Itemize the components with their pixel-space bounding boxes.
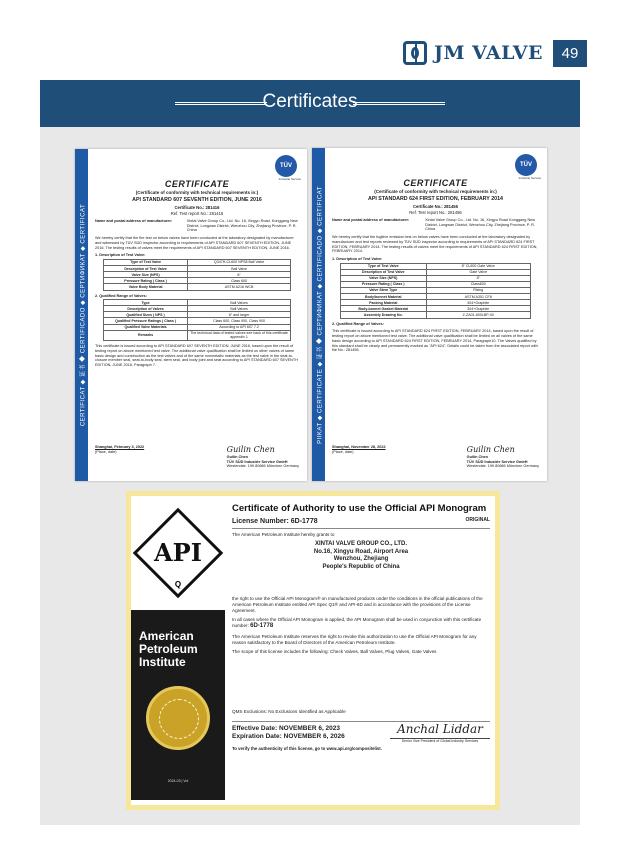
table-value: The technical data of tested valves see back of this certificate appendix 1 [188,330,291,341]
place-label: (Place, date) [332,449,354,454]
address-line-3: People's Republic of China [322,563,400,570]
table-value: Class 600, Class 900, Class 900 [188,318,291,324]
signer-caption: Senior Vice President of Global Industry Services [390,738,490,744]
table-value: 304+Graphite [426,300,531,306]
original-label: ORIGINAL [465,517,490,524]
expiration-date: Expiration Date: NOVEMBER 6, 2026 [232,733,345,741]
address-line-1: No.16, Xingyu Road, Airport Area [313,548,409,555]
cert-sidebar [312,148,325,481]
section-description: 1. Description of Test Valve: [95,253,146,258]
table-key: Type [104,300,188,306]
api-logo-sub: Q [174,580,182,589]
table-row [341,312,531,318]
api-title: Certificate of Authority to use the Official API Monogram [232,503,487,514]
table-value: Ball Valve [188,266,291,272]
table-value: 8" [426,276,531,282]
cert-title: CERTIFICATE [403,178,468,188]
reserve-text: The American Petroleum Institute reserves the right to revoke this authorization to use the Official API Monogram for any reason satisfactory to the Board of Directors of the American Petroleum Institute. [232,634,477,646]
table-value: Gate Valve [426,269,531,275]
api-left-panel [131,496,225,800]
section-banner [40,80,580,127]
cert-sidebar [75,149,88,481]
jm-valve-logo-icon [403,41,427,65]
license-label: License Number: [232,518,289,526]
table-value: Class 600 [188,278,291,284]
table-value: Ball Valves [188,306,291,312]
manufacturer-label: Name and postal address of manufacturer: [95,218,173,223]
api-logo-text: API [154,538,202,567]
cert-number: Certificate No.: 281416 [174,205,220,211]
sidebar-text: PIIKAT ◆ CERTIFICATE ◆ 证书 ◆ СЕРТИФИКАТ ◆ CERTIFICADO ◆ CERTIFICAT [317,185,323,444]
scope-text: The scope of this license includes the following: Check Valves, Ball Valves, Plug Valves, Gate Valves [232,649,437,655]
signature: Guilin Chen [226,444,275,454]
place-label: (Place, date) [95,449,117,454]
signer-name: Guilin Chen [226,454,248,459]
table-value: 8" [188,272,291,278]
cert-standard: API STANDARD 624 FIRST EDITION, FEBRUARY 2014 [368,195,503,202]
table-key: Qualified Valve Materials [104,324,188,330]
issuer-address: Westendstr. 199 80686 München Germany [466,464,539,469]
cert-number: Certificate No.: 281456 [413,204,458,210]
api-main-text [232,503,490,751]
signature: Guilin Chen [466,444,515,454]
gold-seal-icon [146,686,210,750]
tuv-logo-caption: Industrie Service [278,177,301,181]
table-key: Description of Valves [104,306,188,312]
cert-footer [95,445,299,469]
table-value: Z-ZA01-600LBP-00 [426,312,531,318]
brand-name: JM VALVE [434,42,543,64]
api-org-name: American Petroleum Institute [139,629,198,669]
tuv-certificate-api-607 [75,149,307,481]
table-key: Type of Test Valve [341,263,427,269]
manufacturer-row [332,218,539,232]
table-value: Ball Valves [188,300,291,306]
table-key: Body/bonnet Material [341,294,427,300]
rights-text: the right to use the Official API Monogram® on manufactured products under the conditions in the official publications of the American Petroleum Institute entitled API Spec Q1® and API-6D and in accordance with the provisions of the License Agreement. [232,596,483,614]
issuer: TÜV SÜD Industrie Service GmbH [466,459,528,464]
table-key: Remarks [104,330,188,341]
cert-subtitle: (Certificate of conformity with technical requirements in:) [374,189,497,195]
cases-text-body: In all cases where the Official API Monogram is applied, the API Monogram shall be used in conjunction with this certificate number: [232,617,482,629]
cert-statement: We hereby certify that the fugitive emission test on below valves have been conducted at the laboratory designated by manufacturer and test reports reviewed by TÜV SÜD inspector according to requirements of API STANDARD 624 FIRST EDITION, FEBRUARY 2014. The testing results of valves meet the requirements of API STANDARD 624 FIRST EDITION, FEBRUARY 2014. [332,235,538,254]
table-key: Pressure Rating ( Class ) [104,278,188,284]
section-qualified-range: 2. Qualified Range of Valves: [332,321,384,326]
table-key: Pressure Rating ( Class ) [341,282,427,288]
cert-title: CERTIFICATE [164,179,230,189]
cert-footer [332,445,539,469]
table-row [104,330,291,341]
table-value: According to API 607 7.2 [188,324,291,330]
qms-exclusions: QMS Exclusions: No Exclusions Identified as Applicable [232,708,346,714]
section-qualified-range: 2. Qualified Range of Valves: [95,293,147,298]
api-signature: Anchal Liddar [397,721,483,736]
effective-date: Effective Date: NOVEMBER 6, 2023 [232,724,341,732]
test-valve-table [103,259,291,290]
table-key: Assembly Drawing No. [341,312,427,318]
license-number: 6D-1778 [290,518,318,526]
test-valve-table [340,263,531,319]
page-number: 49 [553,40,587,67]
api-monogram-certificate [126,491,500,810]
table-value: ASTM A351 CF8 [426,294,531,300]
verify-text: To verify the authenticity of this license, go to www.api.org/compositelist. [232,745,382,751]
table-value: Class600 [426,282,531,288]
address-line-2: Wenzhou, Zhejiang [333,556,389,563]
tuv-certificate-api-624 [312,148,547,481]
cert-closing: This certificate is issued according to API STANDARD 624 FIRST EDITION, FEBRUARY 2014, based upon the result of testing report on above mentioned test valve. The additional valve qualification shall be limited on all valves of the same basic design according to API STANDARD 624 FIRST EDITION, FEBRUARY 2014, Paragraph10. The Valves qualified by this standard shall be clearly and permanently marked as "API 624". Details could be taken from the associated report with file No.: 281456 [332,329,538,353]
manufacturer-value: Xintai Valve Group Co., Ltd. No. 16, Xingyu Road Konggang New District, Longwan District, Wenzhou City, Zhejiang Province, P. R. China [425,217,536,232]
banner-right-rule [353,102,445,105]
licensee-block [232,541,490,571]
issuer: TÜV SÜD Industrie Service GmbH [226,459,288,464]
table-row [104,284,291,290]
cert-standard: API STANDARD 607 SEVENTH EDITION, JUNE 2016 [132,196,262,203]
cert-ref-number: Ref. Test report No.: 281456 [409,209,462,215]
grants-text: The American Petroleum Institute hereby grants to [232,532,335,538]
license-row [232,517,490,529]
table-key: Valve Size (NPS) [341,276,427,282]
tuv-logo-icon: TÜV [275,155,297,177]
place-date: Shanghai, February 3, 2022 [95,444,145,449]
place-date: Shanghai, November 28, 2022 [332,444,386,449]
api-signature-block [390,722,490,743]
table-key: Valve Size (NPS) [104,272,188,278]
dates-block [232,721,490,742]
table-key: Description of Test Valve [341,269,427,275]
sidebar-text: CERTIFICAT ◆ 证书 ◆ CERTIFICADO ◆ СЕРТИФИКАТ ◆ CERTIFICAT [80,203,86,427]
seal-caption: 2024-03 | Vol [167,779,189,783]
table-key: Packing Material [341,300,427,306]
manufacturer-label: Name and postal address of manufacturer: [332,217,410,222]
table-key: Valve Stem Type [341,288,427,294]
banner-title: Certificates [262,91,358,112]
table-key: Type of Test Valve [104,260,188,266]
table-value: 6" and larger [188,312,291,318]
manufacturer-row [95,219,299,233]
cert-statement: We hereby certify that the fire test on below valves have been conducted at the laboratory designated by manufacturer and witnessed by TÜV SÜD inspector according to requirements of API STANDARD 607 SEVENTH EDITION, JUNE 2016. The testing results of valves meet the requirements of API STANDARD 607 SEVENTH EDITION, JUNE 2016. [95,236,294,250]
cert-ref-number: Ref. Test report No.: 281416 [170,210,224,216]
tuv-logo-caption: Industrie Service [518,176,541,180]
cases-number: 6D-1778 [250,623,274,630]
table-key: Body-bonnet Gasket Material [341,306,427,312]
cases-text [232,617,490,631]
table-value: Rising [426,288,531,294]
section-description: 1. Description of Test Valve: [332,257,383,262]
table-value: 8" CL600 Gate Valve [426,263,531,269]
cert-subtitle: (Certificate of conformity with technical requirements in:) [135,190,259,196]
signer-name: Guilin Chen [466,454,488,459]
table-value: ASTM A216 WCB [188,284,291,290]
brand-header [403,38,543,68]
issuer-address: Westendstr. 199 80686 München Germany [226,464,299,469]
table-value: 304+Graphite [426,306,531,312]
cert-closing: This certificate is issued according to API STANDARD 607 SEVENTH EDITION, JUNE 2016, based upon the result of testing report on above mentioned test valve. The additional valve qualification shall be limited on other valves of same basic design and construction as the test valves and of the same nonmetallic materials as the test valve in the seat-to-closure member seal, seat-to-body seal, stem seal, and body joint and seat according to API STANDARD 607 SEVENTH EDITION, JUNE 2016, Paragraph 7. [95,344,298,368]
table-key: Qualified Pressure Ratings ( Class ) [104,318,188,324]
table-key: Description of Test Valve [104,266,188,272]
tuv-logo-icon: TÜV [515,154,537,176]
company-name: XINTAI VALVE GROUP CO., LTD. [314,541,408,548]
table-key: Qualified Sizes ( NPS ) [104,312,188,318]
table-key: Valve Body Material [104,284,188,290]
manufacturer-value: Xintai Valve Group Co., Ltd. No. 16, Xingyu Road, Konggang New District, Longwan District, Wenzhou City, Zhejiang Province, P. R. China [186,218,298,233]
qualified-range-table [103,299,291,341]
table-value: Q347H-CL600 NPS8 Ball Valve [188,260,291,266]
